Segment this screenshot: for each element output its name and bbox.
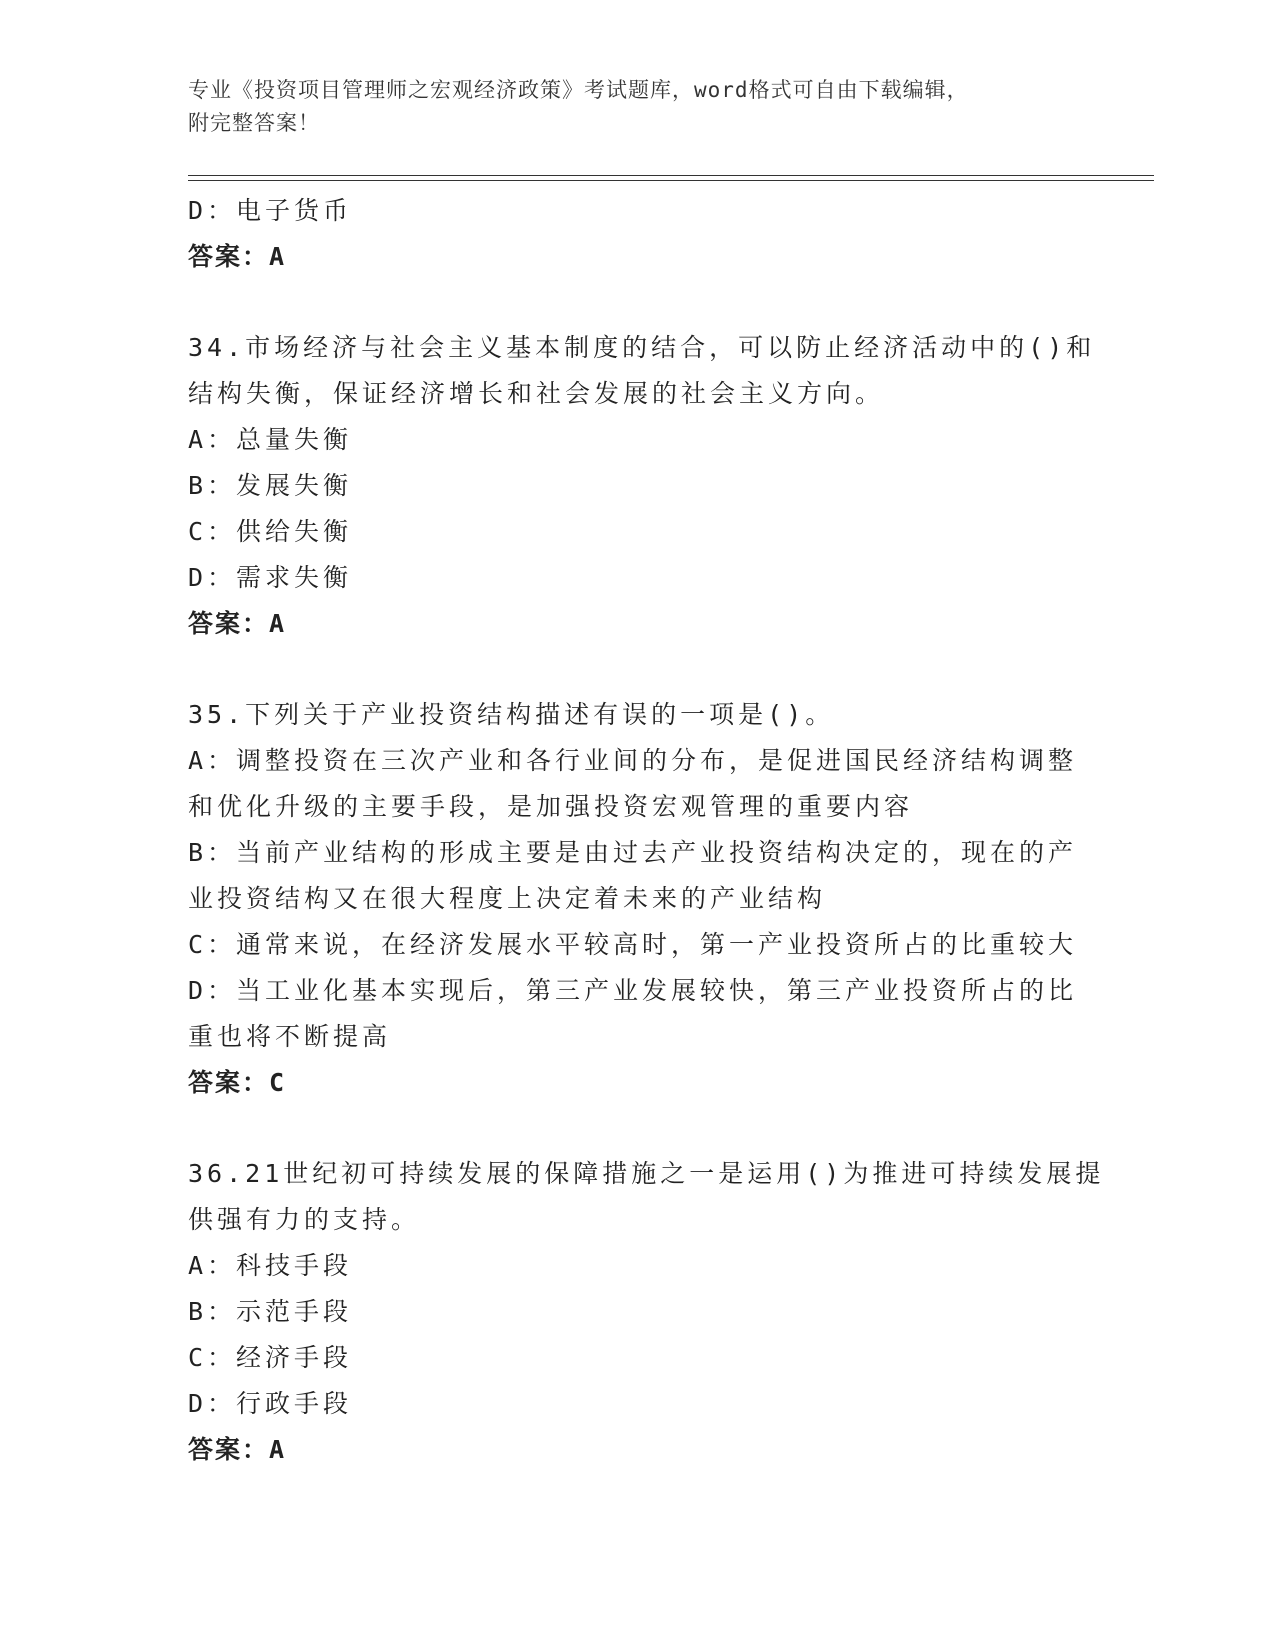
option-b: B：当前产业结构的形成主要是由过去产业投资结构决定的，现在的产 bbox=[188, 838, 1078, 867]
header-line-1: 专业《投资项目管理师之宏观经济政策》考试题库，word格式可自由下载编辑， bbox=[188, 78, 969, 102]
header-divider-bottom bbox=[188, 180, 1154, 181]
question-list bbox=[188, 188, 1105, 1473]
header-divider-top bbox=[188, 175, 1154, 176]
spacer bbox=[188, 647, 1088, 692]
spacer bbox=[188, 1106, 1088, 1151]
question-stem-line: 结构失衡，保证经济增长和社会发展的社会主义方向。 bbox=[188, 379, 885, 408]
option-a-continued: 和优化升级的主要手段，是加强投资宏观管理的重要内容 bbox=[188, 792, 914, 821]
question-34 bbox=[188, 325, 1096, 647]
spacer bbox=[188, 280, 1088, 325]
answer: 答案：A bbox=[188, 1435, 287, 1464]
option-d-continued: 重也将不断提高 bbox=[188, 1022, 392, 1051]
question-stem-line: 34.市场经济与社会主义基本制度的结合，可以防止经济活动中的()和 bbox=[188, 333, 1096, 362]
option-d: D：需求失衡 bbox=[188, 563, 353, 592]
option-b: B：发展失衡 bbox=[188, 471, 353, 500]
answer: 答案：C bbox=[188, 1068, 287, 1097]
option-c: C：供给失衡 bbox=[188, 517, 353, 546]
question-35 bbox=[188, 692, 1088, 1106]
option-b: B：示范手段 bbox=[188, 1297, 353, 1326]
option-c: C：通常来说，在经济发展水平较高时，第一产业投资所占的比重较大 bbox=[188, 930, 1078, 959]
option-a: A：科技手段 bbox=[188, 1251, 353, 1280]
question-stem-line: 35.下列关于产业投资结构描述有误的一项是()。 bbox=[188, 700, 835, 729]
option-d-previous: D：电子货币 bbox=[188, 196, 353, 225]
option-d: D：当工业化基本实现后，第三产业发展较快，第三产业投资所占的比 bbox=[188, 976, 1078, 1005]
header-line-2: 附完整答案！ bbox=[188, 111, 320, 135]
option-b-continued: 业投资结构又在很大程度上决定着未来的产业结构 bbox=[188, 884, 827, 913]
answer-previous: 答案：A bbox=[188, 242, 287, 271]
answer: 答案：A bbox=[188, 609, 287, 638]
option-a: A：总量失衡 bbox=[188, 425, 353, 454]
option-d: D：行政手段 bbox=[188, 1389, 353, 1418]
option-a: A：调整投资在三次产业和各行业间的分布，是促进国民经济结构调整 bbox=[188, 746, 1078, 775]
question-stem-line: 供强有力的支持。 bbox=[188, 1205, 421, 1234]
document-header bbox=[188, 74, 1088, 140]
question-stem-line: 36.21世纪初可持续发展的保障措施之一是运用()为推进可持续发展提 bbox=[188, 1159, 1105, 1188]
question-36 bbox=[188, 1151, 1105, 1473]
option-c: C：经济手段 bbox=[188, 1343, 353, 1372]
